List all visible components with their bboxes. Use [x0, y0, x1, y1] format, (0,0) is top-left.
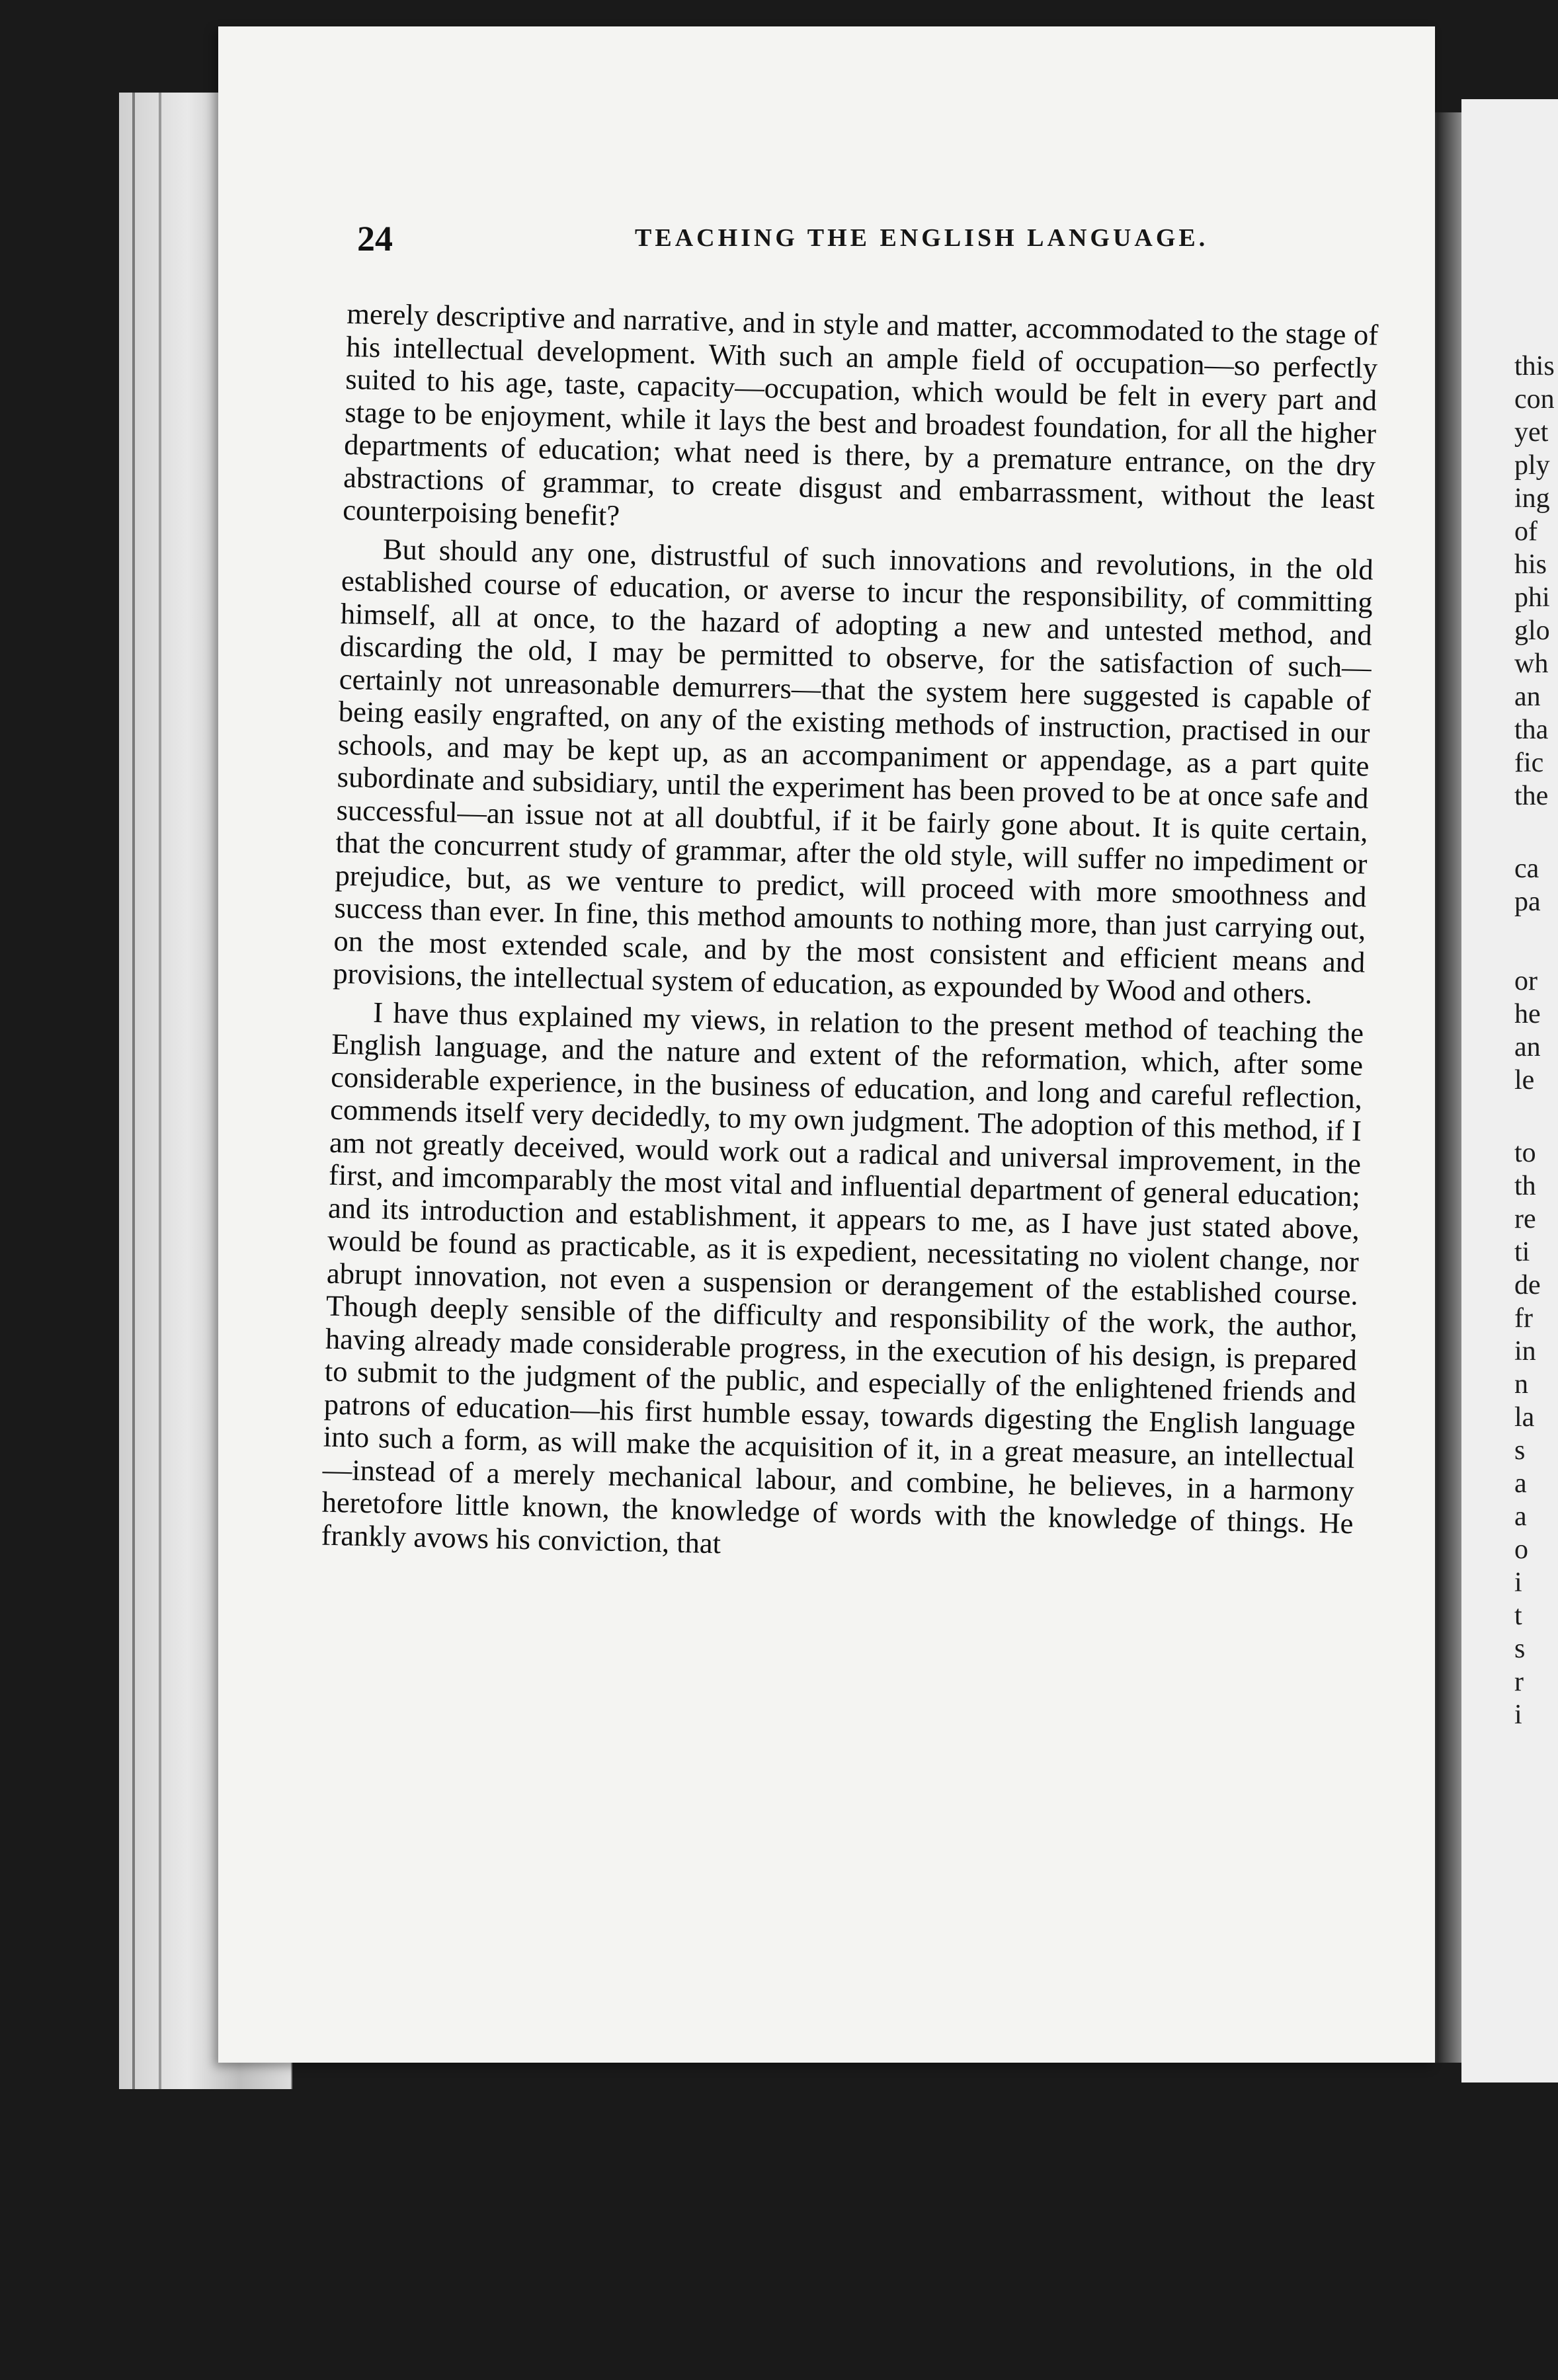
body-text — [311, 298, 1378, 2011]
adjacent-page-fragment: s — [1514, 1435, 1526, 1466]
adjacent-page-fragment: a — [1514, 1468, 1527, 1499]
adjacent-page-fragment: ca — [1514, 853, 1539, 884]
adjacent-page-fragment: con — [1514, 384, 1555, 415]
adjacent-page-fragment: a — [1514, 1501, 1527, 1532]
adjacent-page-fragment: an — [1514, 1032, 1541, 1062]
adjacent-page-fragment: tha — [1514, 715, 1549, 745]
adjacent-page-fragment: ply — [1514, 450, 1550, 481]
adjacent-page-fragment: the — [1514, 781, 1549, 811]
adjacent-page-fragment: glo — [1514, 615, 1550, 646]
page-header — [357, 218, 1362, 271]
adjacent-page-fragment: to — [1514, 1138, 1536, 1168]
adjacent-page-fragment: t — [1514, 1601, 1522, 1631]
adjacent-page-fragment: fic — [1514, 748, 1544, 778]
adjacent-page-fragment: n — [1514, 1369, 1528, 1400]
adjacent-page-fragment: ti — [1514, 1237, 1530, 1267]
adjacent-page-fragment: o — [1514, 1534, 1528, 1565]
adjacent-page-fragment: yet — [1514, 417, 1549, 448]
adjacent-page-fragment: le — [1514, 1065, 1535, 1095]
adjacent-page-fragment: in — [1514, 1336, 1536, 1367]
adjacent-page-fragment: fr — [1514, 1303, 1533, 1333]
adjacent-page-fragment: an — [1514, 682, 1541, 712]
adjacent-page-fragment: wh — [1514, 649, 1549, 679]
paragraph: I have thus explained my views, in relation to the present method of teaching the English language, and the nature and extent of the reformation, which, after some considerable experience, in the business of education, and long and careful reflection, commends itself very decidedly, to my own judgment. The adoption of this method, if I am not greatly deceived, would work out a radical and universal improvement, in the first, and imcomparably the most vital and influential department of general education; and its introduction and establishment, it appears to me, as I have just stated above, would be found as practicable, as it is expedient, necessitating no violent change, nor abrupt innovation, not even a suspension or derangement of the established course. Though deeply sensible of the difficulty and responsibility of the work, the author, having already made considerable progress, in the execution of his design, is prepared to submit to the judgment of the public, and especially of the enlightened friends and patrons of education—his first humble essay, towards digesting the English language into such a form, as will make the acquisition of it, in a great measure, an intellectual —instead of a merely mechanical labour, and combine, he believes, in a harmony heretofore little known, the knowledge of words with the knowledge of things. He frankly avows his conviction, that — [321, 995, 1364, 1560]
paragraph: But should any one, distrustful of such innovations and revolutions, in the old established course of education, or averse to incur the responsibility, of committing himself, all at once, to the hazard of adopting a new and untested method, and discarding the old, I may be permitted to observe, for the satisfaction of such—certainly not unreasonable demurrers—that the system here suggested is capable of being easily engrafted, on any of the existing methods of instruction, practised in our schools, and may be kept up, as an accompaniment or appendage, as a part quite subordinate and subsidiary, until the experiment has been proved to be at once safe and successful—an issue not at all doubtful, if it be fairly gone about. It is quite certain, that the concurrent study of grammar, after the old style, will suffer no impediment or prejudice, but, as we venture to predict, will proceed with more smoothness and success than ever. In fine, this method amounts to nothing more, than just carrying out, on the most extended scale, and by the most consistent and efficient means and provisions, the intellectual system of education, as expounded by Wood and others. — [333, 532, 1374, 1010]
adjacent-page-fragment: or — [1514, 966, 1538, 996]
adjacent-page-fragment: la — [1514, 1402, 1535, 1433]
adjacent-page-fragment: i — [1514, 1700, 1522, 1730]
adjacent-page-fragment: s — [1514, 1634, 1526, 1664]
adjacent-page-fragment: i — [1514, 1567, 1522, 1598]
adjacent-page-fragment: this — [1514, 351, 1555, 381]
adjacent-page — [1461, 99, 1558, 2082]
adjacent-page-fragment: re — [1514, 1204, 1536, 1234]
book-page — [218, 26, 1435, 2063]
page-number: 24 — [357, 219, 393, 258]
adjacent-page-fragment: th — [1514, 1171, 1536, 1201]
adjacent-page-fragment: r — [1514, 1667, 1524, 1697]
adjacent-page-fragment: he — [1514, 999, 1541, 1029]
adjacent-page-fragment: of — [1514, 516, 1538, 547]
paragraph-continuation: merely descriptive and narrative, and in style and matter, accommodated to the stage of his intellectual development. With such an ample field of occupation—so perfectly suited to his age, taste, capacity—occupation, which would be felt in every part and stage to be enjoyment, while it lays the best and broadest foundation, for all the higher departments of education; what need is there, by a premature entrance, on the dry abstractions of grammar, to create disgust and embarrassment, without the least counterpoising benefit? — [342, 297, 1379, 532]
adjacent-page-fragment: ing — [1514, 483, 1550, 514]
adjacent-page-fragment: pa — [1514, 887, 1541, 917]
adjacent-page-fragment: his — [1514, 549, 1547, 580]
adjacent-page-fragment: phi — [1514, 582, 1550, 613]
adjacent-page-fragment: de — [1514, 1270, 1541, 1300]
running-title: TEACHING THE ENGLISH LANGUAGE. — [635, 224, 1209, 252]
